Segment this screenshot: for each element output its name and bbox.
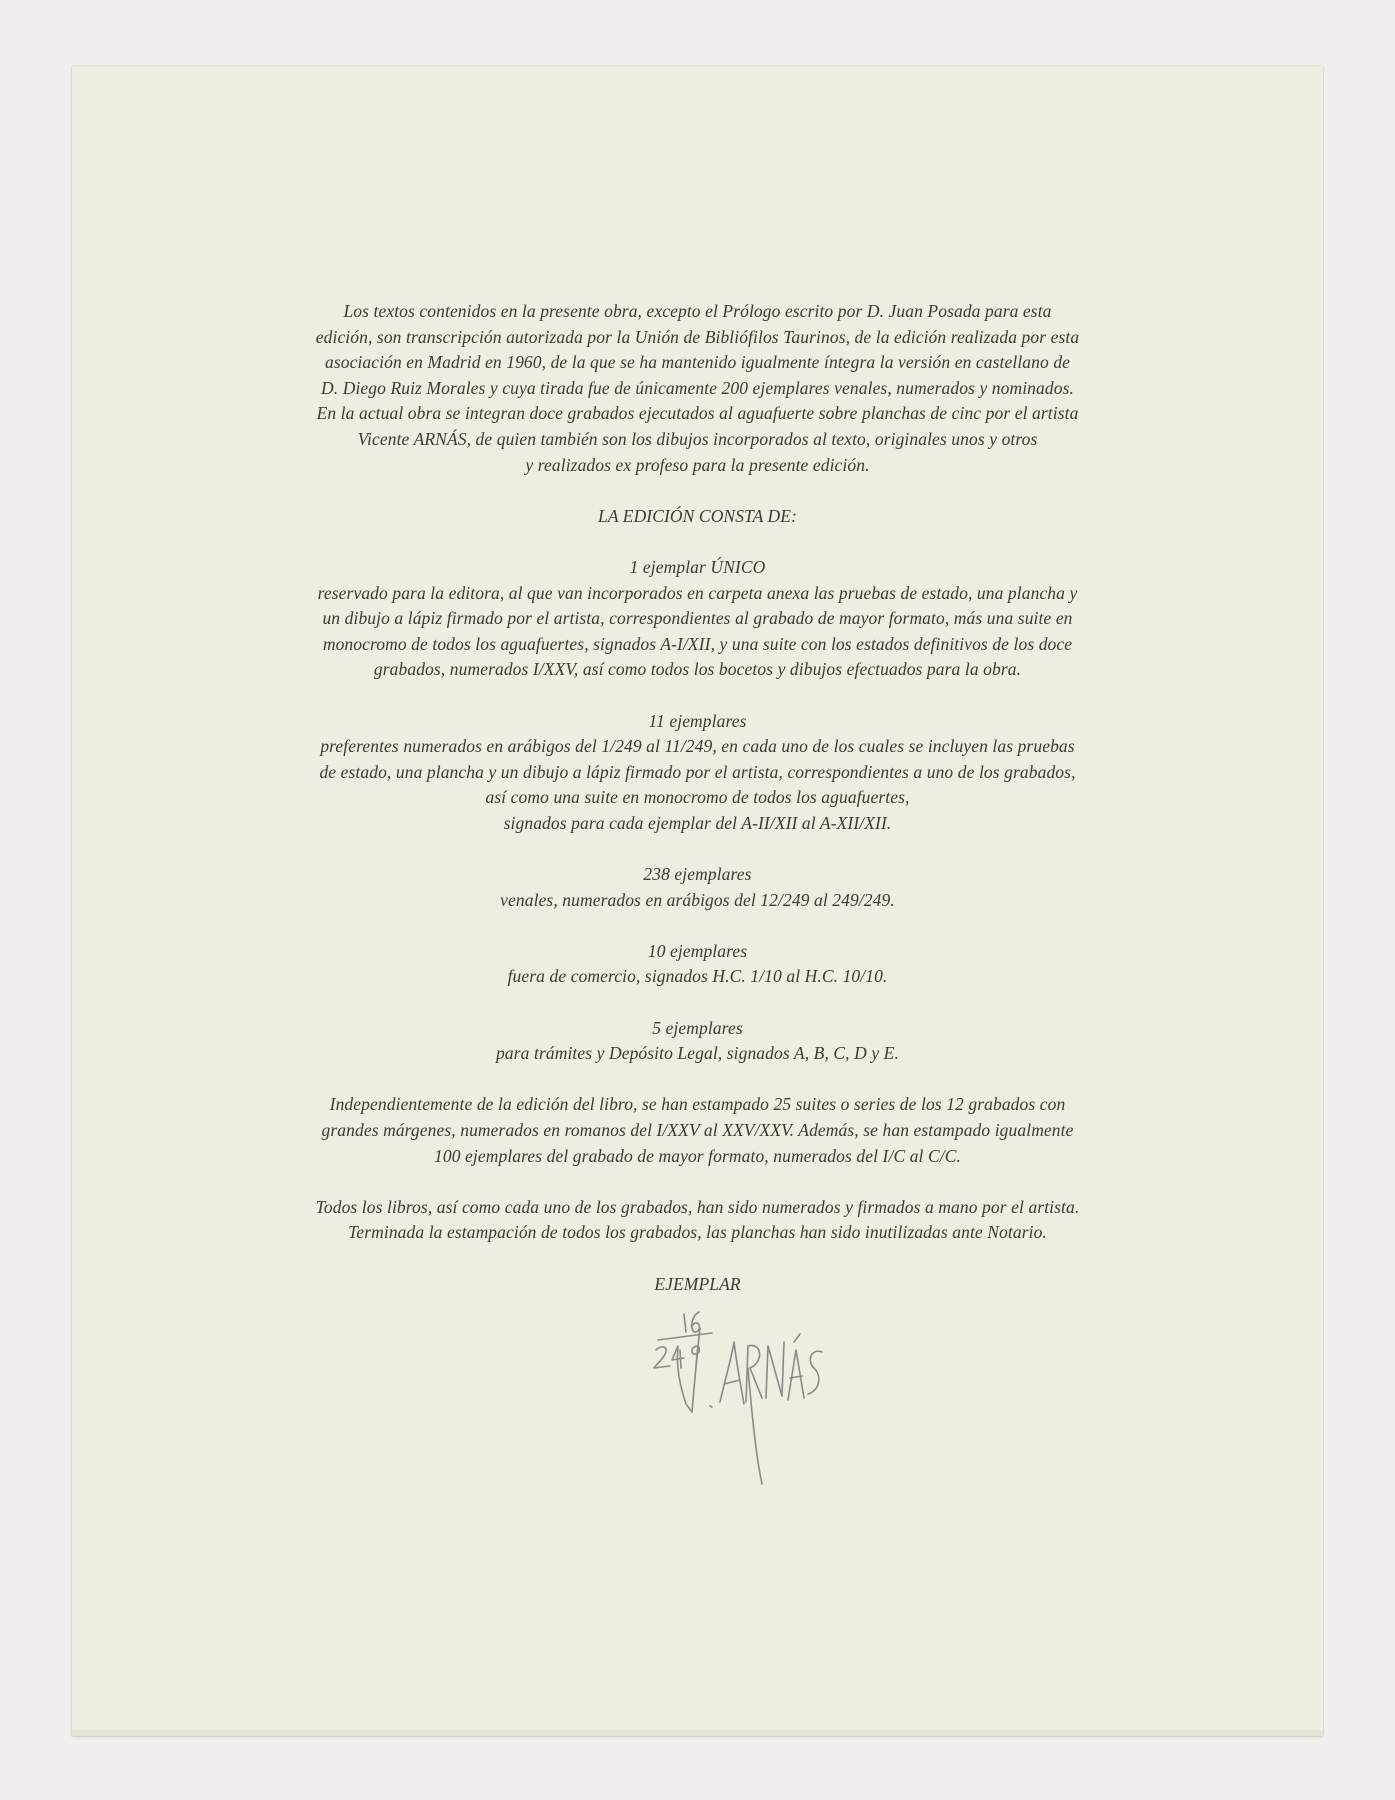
edition-heading: LA EDICIÓN CONSTA DE: [598,505,797,526]
text-line: Vicente ARNÁS, de quien también son los dibujos incorporados al texto, originales unos y otros [357,428,1038,449]
intro-paragraph [72,299,1323,478]
venales-section [72,862,1323,913]
fraction-line [658,1333,712,1340]
fuera-comercio-section [72,939,1323,990]
text-line: de estado, una plancha y un dibujo a lápiz firmado por el artista, correspondientes a uno de los grabados, [319,761,1076,782]
text-line: grandes márgenes, numerados en romanos del I/XXV al XXV/XXV. Además, se han estampado igualmente [321,1120,1074,1140]
section-title: 10 ejemplares [647,940,748,961]
section-title: 1 ejemplar ÚNICO [629,556,766,577]
edition-number-handwritten [684,1312,699,1332]
preferentes-section [72,709,1323,837]
text-line: y realizados ex profeso para la presente edición. [525,454,870,475]
text-line: En la actual obra se integran doce grabados ejecutados al aguafuerte sobre planchas de cinc por el artista [316,403,1079,424]
text-line: monocromo de todos los aguafuertes, signados A-I/XII, y una suite con los estados definitivos de los doce [322,633,1073,654]
section-title: 238 ejemplares [643,864,752,885]
text-line: un dibujo a lápiz firmado por el artista, correspondientes al grabado de mayor formato, más una suite en [322,608,1073,629]
handwritten-signature [600,1306,900,1506]
text-line: edición, son transcripción autorizada por la Unión de Bibliófilos Taurinos, de la edición realizada por esta [315,326,1080,347]
text-line: Independientemente de la edición del libro, se han estampado 25 suites o series de los 12 grabados con [329,1094,1066,1115]
text-line: D. Diego Ruiz Morales y cuya tirada fue de únicamente 200 ejemplares venales, numerados y nominados. [321,377,1074,398]
text-line: Terminada la estampación de todos los grabados, las planchas han sido inutilizadas ante Notario. [348,1222,1047,1243]
paper-sheet [72,66,1323,1736]
section-title: 11 ejemplares [648,710,747,731]
text-line: signados para cada ejemplar del A-II/XII al A-XII/XII. [503,812,892,833]
section-title: 5 ejemplares [652,1017,743,1038]
paper-deckle-edge [72,1730,1323,1736]
text-line: fuera de comercio, signados H.C. 1/10 al H.C. 10/10. [507,966,888,987]
text-line: así como una suite en monocromo de todos los aguafuertes, [485,787,910,808]
text-line: Los textos contenidos en la presente obra, excepto el Prólogo escrito por D. Juan Posada para esta [343,301,1052,321]
ejemplar-label: EJEMPLAR [654,1273,741,1294]
text-line: 100 ejemplares del grabado de mayor formato, numerados del I/C al C/C. [434,1145,961,1166]
text-line: reservado para la editora, al que van incorporados en carpeta anexa las pruebas de estado, una plancha y [317,582,1078,603]
text-line: Todos los libros, así como cada uno de los grabados, han sido numerados y firmados a mano por el artista. [315,1196,1080,1217]
suites-paragraph [72,1092,1323,1169]
deposito-section [72,1016,1323,1067]
text-line: venales, numerados en arábigos del 12/249 al 249/249. [500,889,895,910]
text-line: asociación en Madrid en 1960, de la que se ha mantenido igualmente íntegra la versión en castellano de [324,352,1071,373]
firmas-paragraph [72,1195,1323,1246]
unico-section [72,555,1323,683]
text-line: para trámites y Depósito Legal, signados A, B, C, D y E. [496,1043,899,1064]
text-line: preferentes numerados en arábigos del 1/249 al 11/249, en cada uno de los cuales se incluyen las pruebas [320,736,1075,757]
text-line: grabados, numerados I/XXV, así como todos los bocetos y dibujos efectuados para la obra. [373,659,1022,680]
colophon-text [72,299,1323,1297]
